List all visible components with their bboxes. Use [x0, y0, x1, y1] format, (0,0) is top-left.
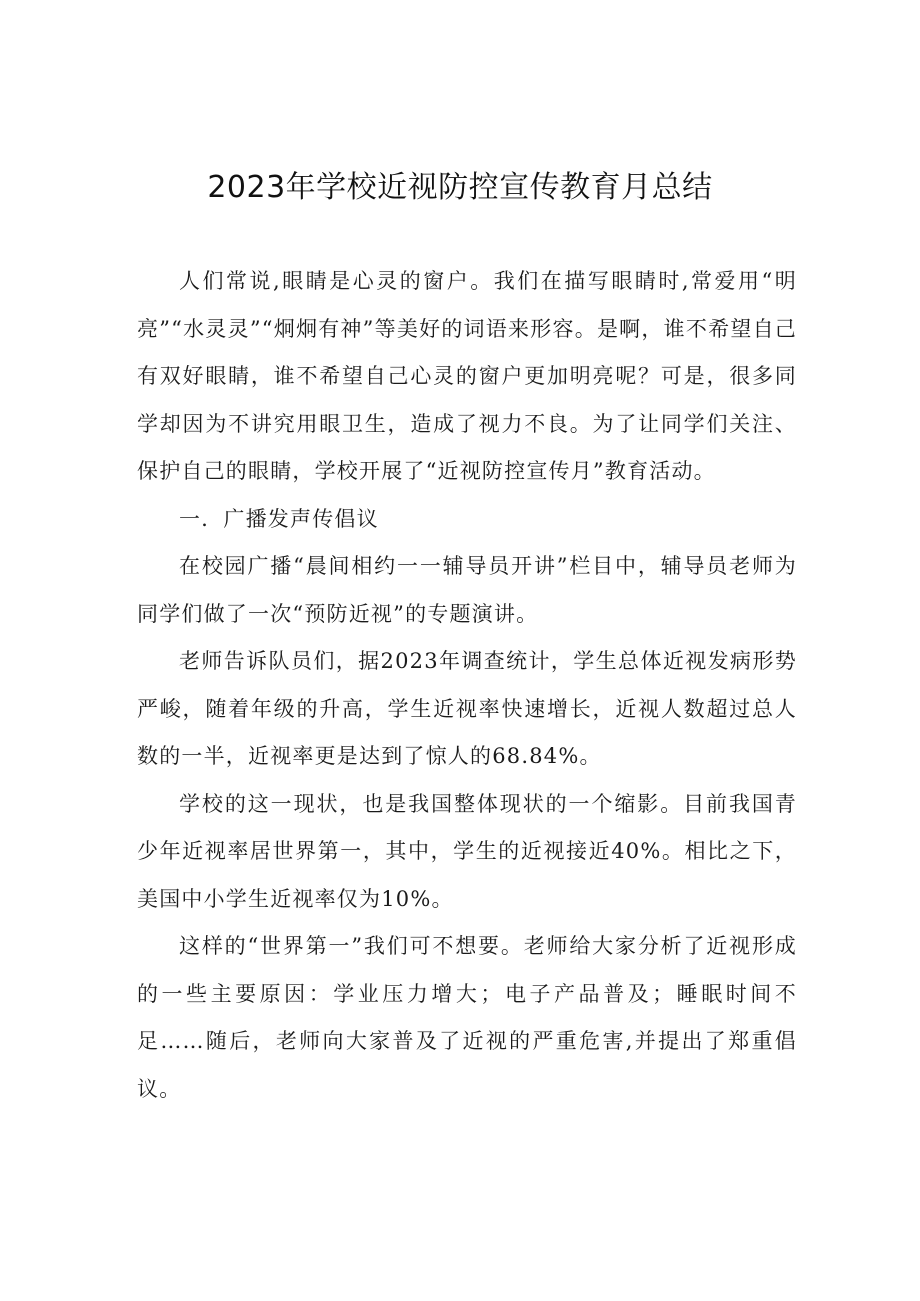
- paragraph-national-status: 学校的这一现状，也是我国整体现状的一个缩影。目前我国青少年近视率居世界第一，其中，学生的近视接近40%。相比之下，美国中小学生近视率仅为10%。: [137, 791, 797, 911]
- paragraph-causes: 这样的“世界第一”我们可不想要。老师给大家分析了近视形成的一些主要原因：学业压力增大；电子产品普及；睡眠时间不足……随后，老师向大家普及了近视的严重危害,并提出了郑重倡议。: [137, 934, 797, 1101]
- document-title: 2023年学校近视防控宣传教育月总结: [207, 170, 713, 205]
- paragraph-intro: 人们常说,眼睛是心灵的窗户。我们在描写眼睛时,常爱用“明亮”“水灵灵”“炯炯有神”等美好的词语来形容。是啊，谁不希望自己有双好眼睛，谁不希望自己心灵的窗户更加明亮呢？可是，很多同学却因为不讲究用眼卫生，造成了视力不良。为了让同学们关注、保护自己的眼睛，学校开展了“近视防控宣传月”教育活动。: [137, 269, 797, 483]
- paragraph-statistics: 老师告诉队员们，据2023年调查统计，学生总体近视发病形势严峻，随着年级的升高，学生近视率快速增长，近视人数超过总人数的一半，近视率更是达到了惊人的68.84%。: [137, 649, 797, 768]
- document-body: [137, 258, 797, 1113]
- paragraph-broadcast: 在校园广播“晨间相约一一辅导员开讲”栏目中，辅导员老师为同学们做了一次“预防近视”的专题演讲。: [137, 554, 797, 626]
- section-heading-broadcast: 一．广播发声传倡议: [179, 506, 379, 531]
